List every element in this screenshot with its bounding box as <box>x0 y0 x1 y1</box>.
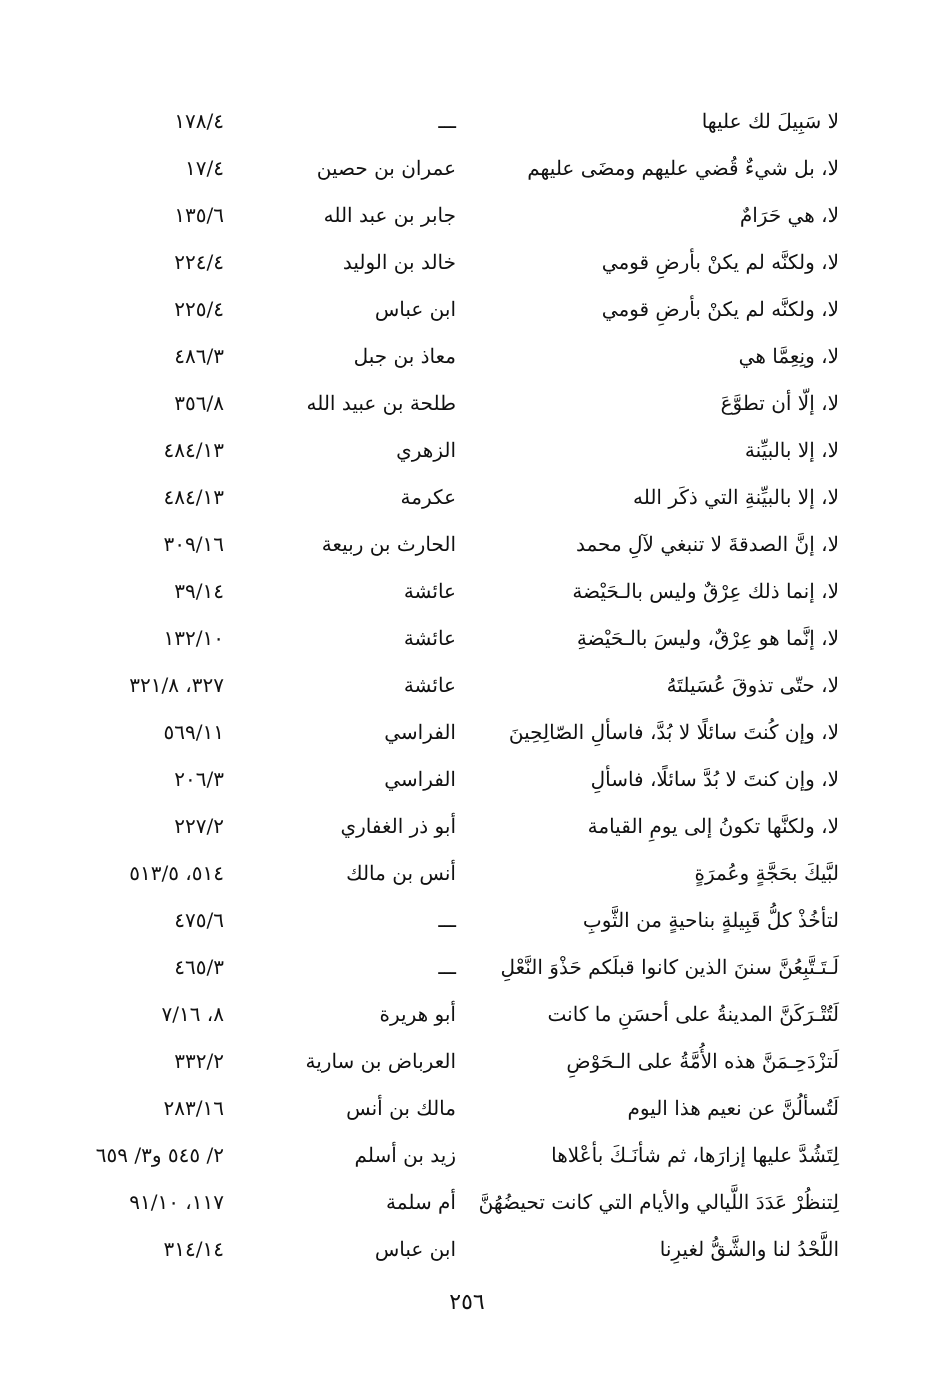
index-row <box>0 991 934 1038</box>
narrator-name: الزهري <box>396 438 456 462</box>
index-row <box>0 145 934 192</box>
index-row <box>0 521 934 568</box>
narrator-name: العرباض بن سارية <box>305 1049 456 1073</box>
narrator-name: طلحة بن عبيد الله <box>306 391 456 415</box>
page-number: ٢٥٦ <box>449 1290 485 1315</box>
hadith-text: لا، هي حَرَامٌ <box>739 203 839 227</box>
index-row <box>0 568 934 615</box>
volume-page-reference: ٨، ٧/١٦ <box>161 1002 224 1026</box>
narrator-name: ـــ <box>438 955 456 979</box>
volume-page-reference: ٤٦٥/٣ <box>174 955 224 979</box>
narrator-name: الحارث بن ربيعة <box>321 532 456 556</box>
index-row <box>0 615 934 662</box>
hadith-text: لَتُتْـرَكَنَّ المدينةُ على أحسَنِ ما كانت <box>547 1002 839 1026</box>
index-row <box>0 474 934 521</box>
narrator-name: عائشة <box>403 579 456 603</box>
narrator-name: جابر بن عبد الله <box>323 203 456 227</box>
narrator-name: خالد بن الوليد <box>342 250 456 274</box>
index-row <box>0 239 934 286</box>
hadith-text: لا، ولكنَّها تكونُ إلى يومِ القيامة <box>587 814 839 838</box>
volume-page-reference: ١٧/٤ <box>185 156 224 180</box>
narrator-name: زيد بن أسلم <box>354 1143 456 1167</box>
hadith-text: لَـتَـتَّبِعُنَّ سننَ الذين كانوا قبلَكم حَذْوَ النَّعْلِ <box>500 955 839 979</box>
hadith-text: لا، ولكنَّه لم يكنْ بأرضِ قومي <box>601 250 839 274</box>
hadith-text: لا سَبِيلَ لك عليها <box>701 109 839 133</box>
volume-page-reference: ٣٣٢/٢ <box>174 1049 224 1073</box>
volume-page-reference: ٢٢٤/٤ <box>174 250 224 274</box>
hadith-text: لَتُسألُنَّ عن نعيم هذا اليوم <box>627 1096 839 1120</box>
index-row <box>0 427 934 474</box>
narrator-name: ـــ <box>438 109 456 133</box>
hadith-text: لا، إنما ذلك عِرْقٌ وليس بالـحَيْضة <box>572 579 839 603</box>
volume-page-reference: ٣٢٧، ٣٢١/٨ <box>129 673 224 697</box>
volume-page-reference: ٢٨٣/١٦ <box>163 1096 224 1120</box>
index-row <box>0 1179 934 1226</box>
index-row <box>0 1085 934 1132</box>
hadith-text: اللَّحْدُ لنا والشَّقُّ لغيرِنا <box>659 1237 839 1261</box>
volume-page-reference: ٢٢٧/٢ <box>174 814 224 838</box>
volume-page-reference: ٣٠٩/١٦ <box>163 532 224 556</box>
hadith-text: لا، ولكنَّه لم يكنْ بأرضِ قومي <box>601 297 839 321</box>
volume-page-reference: ٥٦٩/١١ <box>163 720 224 744</box>
hadith-text: لا، وإن كنتَ لا بُدَّ سائلًا، فاسألِ <box>590 767 839 791</box>
index-row <box>0 662 934 709</box>
hadith-text: لا، إلا بالبيِّنة <box>744 438 839 462</box>
narrator-name: ـــ <box>438 908 456 932</box>
hadith-text: لبَّيكَ بحَجَّةٍ وعُمرَةٍ <box>694 861 839 885</box>
hadith-index-table <box>0 98 934 1273</box>
index-row <box>0 850 934 897</box>
volume-page-reference: ٤٨٤/١٣ <box>163 438 224 462</box>
volume-page-reference: ١٧٨/٤ <box>174 109 224 133</box>
hadith-text: لا، وإن كُنتَ سائلًا لا بُدَّ، فاسألِ الصّالِحِينَ <box>508 720 839 744</box>
hadith-text: لا، ونِعِمَّا هي <box>738 344 839 368</box>
volume-page-reference: ٤٨٦/٣ <box>174 344 224 368</box>
hadith-text: لا، إنَّما هو عِرْقٌ، وليسَ بالـحَيْضةِ <box>576 626 839 650</box>
volume-page-reference: ٥١٤، ٥١٣/٥ <box>129 861 224 885</box>
volume-page-reference: ١٣٢/١٠ <box>163 626 224 650</box>
hadith-text: لا، إلّا أن تطوَّعَ <box>720 391 839 415</box>
volume-page-reference: ٣١٤/١٤ <box>163 1237 224 1261</box>
narrator-name: ابن عباس <box>374 297 456 321</box>
volume-page-reference: ٢/ ٥٤٥ و٣/ ٦٥٩ <box>95 1143 224 1167</box>
narrator-name: عائشة <box>403 626 456 650</box>
hadith-text: لا، بل شيءٌ قُضي عليهم ومضَى عليهم <box>527 156 839 180</box>
volume-page-reference: ١٣٥/٦ <box>174 203 224 227</box>
hadith-text: لا، إلا بالبيِّنةِ التي ذكَر الله <box>632 485 839 509</box>
narrator-name: عمران بن حصين <box>316 156 456 180</box>
index-row <box>0 98 934 145</box>
hadith-text: لا، حتّى تذوقَ عُسَيلتَهُ <box>666 673 839 697</box>
hadith-text: لِتنظُرْ عَدَدَ اللَّيالي والأيام التي كانت تحيضُهُنَّ <box>478 1190 839 1214</box>
hadith-text: لتأخُذْ كلُّ قَبِيلةٍ بناحيةٍ من الثَّوبِ <box>582 908 839 932</box>
index-row <box>0 333 934 380</box>
index-row <box>0 192 934 239</box>
volume-page-reference: ٤٧٥/٦ <box>174 908 224 932</box>
index-row <box>0 1132 934 1179</box>
narrator-name: أبو ذر الغفاري <box>340 814 456 838</box>
index-row <box>0 803 934 850</box>
volume-page-reference: ٢٠٦/٣ <box>174 767 224 791</box>
narrator-name: الفراسي <box>384 767 456 791</box>
hadith-text: لِتَشُدَّ عليها إزارَها، ثم شأنَـكَ بأعْلاها <box>551 1143 839 1167</box>
narrator-name: مالك بن أنس <box>346 1096 456 1120</box>
volume-page-reference: ٣٩/١٤ <box>174 579 224 603</box>
index-row <box>0 380 934 427</box>
volume-page-reference: ٢٢٥/٤ <box>174 297 224 321</box>
index-row <box>0 1226 934 1273</box>
narrator-name: أم سلمة <box>386 1190 456 1214</box>
index-row <box>0 286 934 333</box>
volume-page-reference: ٤٨٤/١٣ <box>163 485 224 509</box>
volume-page-reference: ٣٥٦/٨ <box>174 391 224 415</box>
narrator-name: الفراسي <box>384 720 456 744</box>
narrator-name: عائشة <box>403 673 456 697</box>
index-row <box>0 897 934 944</box>
narrator-name: ابن عباس <box>374 1237 456 1261</box>
volume-page-reference: ١١٧، ٩١/١٠ <box>129 1190 224 1214</box>
hadith-text: لا، إنَّ الصدقةَ لا تنبغي لآلِ محمد <box>575 532 839 556</box>
narrator-name: عكرمة <box>400 485 456 509</box>
index-row <box>0 756 934 803</box>
index-row <box>0 709 934 756</box>
index-row <box>0 1038 934 1085</box>
narrator-name: أنس بن مالك <box>346 861 456 885</box>
narrator-name: أبو هريرة <box>379 1002 456 1026</box>
hadith-text: لَتزْدَحِـمَنَّ هذه الأُمَّةُ على الـحَوْضِ <box>566 1049 839 1073</box>
narrator-name: معاذ بن جبل <box>353 344 456 368</box>
index-row <box>0 944 934 991</box>
